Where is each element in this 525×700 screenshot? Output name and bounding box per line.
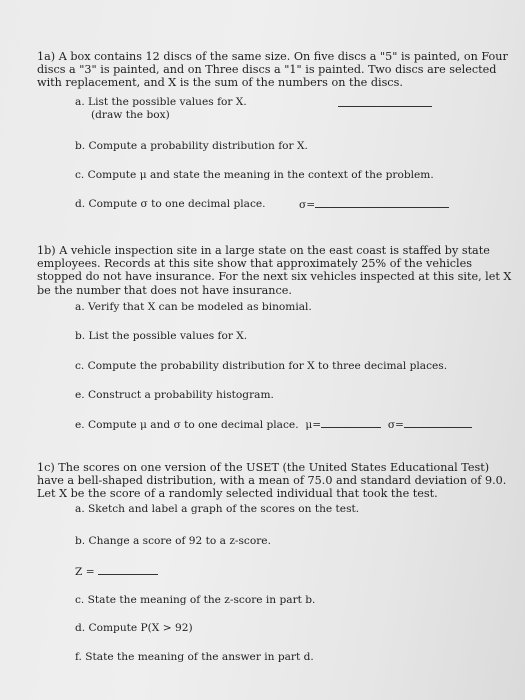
problem-1b-part-c: c. Compute the probability distribution for X to three decimal places.: [75, 360, 448, 372]
problem-1c-text: [37, 461, 506, 501]
sigma-blank-1a[interactable]: [299, 198, 449, 212]
problem-1b-line-4: be the number that does not have insurance.: [37, 283, 292, 297]
problem-1b-line-1: 1b) A vehicle inspection site in a large state on the east coast is staffed by state: [37, 244, 490, 257]
sigma-label-1a: σ=: [299, 199, 316, 211]
problem-1c-part-b: b. Change a score of 92 to a z-score.: [75, 535, 271, 547]
problem-1a-line-2: discs a "3" is painted, and on Three discs a "1" is painted. Two discs are selected: [37, 63, 497, 77]
z-label-1c: Z =: [75, 566, 95, 578]
sigma-label-1b: σ=: [387, 419, 404, 431]
mu-label-1b: μ=: [305, 419, 322, 431]
answer-line-1a-d[interactable]: [315, 198, 449, 208]
answer-line-1b-mu[interactable]: [321, 418, 381, 428]
problem-1c-part-f: f. State the meaning of the answer in part d.: [75, 651, 314, 663]
problem-1a-line-1: 1a) A box contains 12 discs of the same size. On five discs a "5" is painted, on Four: [37, 50, 508, 63]
problem-1c-line-2: have a bell-shaped distribution, with a mean of 75.0 and standard deviation of 9.0.: [37, 474, 507, 488]
problem-1c-part-d: d. Compute P(X > 92): [75, 622, 193, 634]
problem-1a-text: [37, 50, 508, 90]
problem-1a-part-b: b. Compute a probability distribution for X.: [75, 140, 308, 152]
problem-1b-part-d: e. Construct a probability histogram.: [75, 389, 274, 401]
answer-line-1a-a[interactable]: [338, 106, 432, 107]
problem-1b-part-e: [75, 418, 472, 432]
problem-1b-part-e-label: e. Compute μ and σ to one decimal place.: [75, 419, 299, 431]
sigma-blank-1b[interactable]: [384, 419, 471, 431]
problem-1c-line-3: Let X be the score of a randomly selected individual that took the test.: [37, 487, 438, 501]
problem-1c-part-a: a. Sketch and label a graph of the scores on the test.: [75, 503, 360, 515]
z-blank-1c[interactable]: [75, 565, 158, 579]
problem-1a-line-3: with replacement, and X is the sum of the numbers on the discs.: [37, 76, 403, 90]
problem-1b-line-2: employees. Records at this site show that approximately 25% of the vehicles: [37, 257, 472, 271]
problem-1b-text: [37, 244, 511, 297]
problem-1a-part-a-note: (draw the box): [91, 109, 170, 121]
mu-blank-1b[interactable]: [302, 419, 381, 431]
problem-1b-line-3: stopped do not have insurance. For the next six vehicles inspected at this site, let X: [37, 270, 512, 284]
problem-1a-part-c: c. Compute μ and state the meaning in the context of the problem.: [75, 169, 434, 181]
problem-1a-part-a-label: a. List the possible values for X.: [75, 96, 247, 108]
problem-1b-part-b: b. List the possible values for X.: [75, 330, 248, 342]
problem-1c-part-c: c. State the meaning of the z-score in part b.: [75, 594, 316, 606]
problem-1c-line-1: 1c) The scores on one version of the USET (the United States Educational Test): [37, 461, 490, 474]
problem-1a-part-d: d. Compute σ to one decimal place.: [75, 198, 266, 210]
problem-1a-part-a: [75, 96, 247, 122]
problem-1b-part-a: a. Verify that X can be modeled as binomial.: [75, 301, 312, 313]
answer-line-1b-sigma[interactable]: [404, 418, 472, 428]
answer-line-1c-z[interactable]: [98, 565, 158, 575]
